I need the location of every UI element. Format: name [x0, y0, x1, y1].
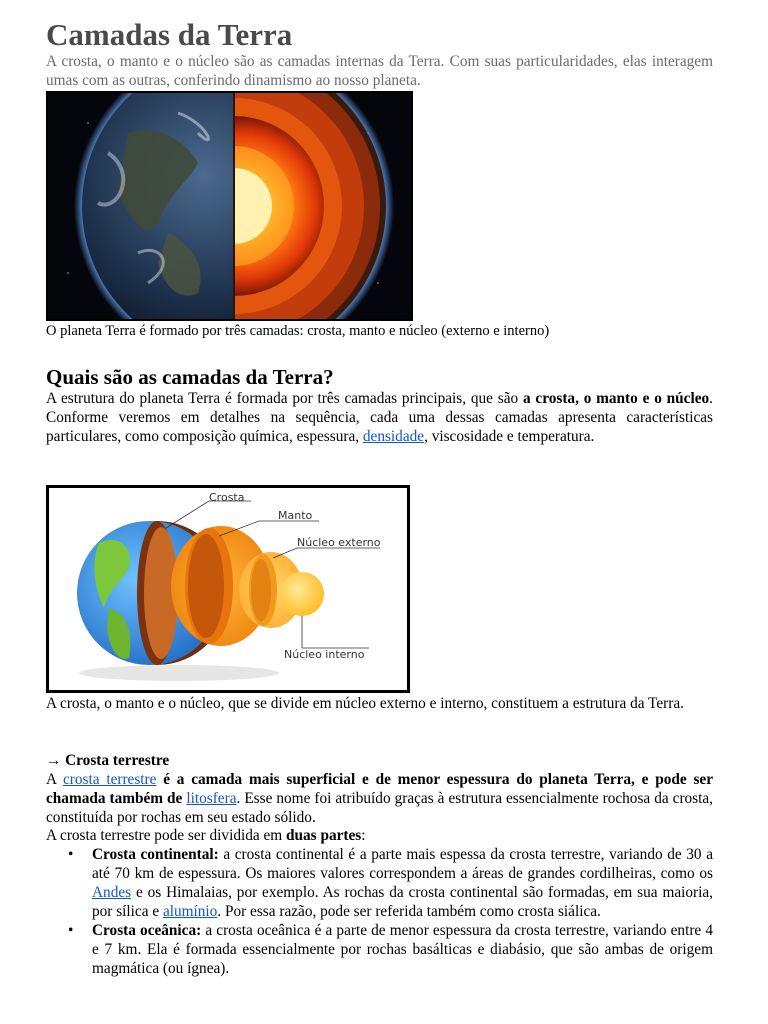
earth-layers-illustration: [49, 488, 407, 690]
earth-layers-diagram: [46, 485, 410, 693]
text-run: :: [361, 827, 366, 844]
bold-text: a crosta, o manto e o núcleo: [522, 390, 710, 407]
bold-text: é a camada mais superficial e de menor espessura do planeta Terra, e pode ser chamada também de: [46, 771, 714, 807]
label-manto: Manto: [278, 509, 313, 522]
densidade-link[interactable]: densidade: [362, 428, 425, 445]
text-run: a crosta oceânica é a parte de menor espessura da crosta terrestre, variando entre 4 e 7 km. Ela é formada essencialmente por rochas basálticas e diabásio, que são ambas de origem magmática (ou ígnea).: [92, 922, 713, 977]
litosfera-link[interactable]: litosfera: [186, 790, 237, 807]
crosta-bullet-list: [46, 845, 713, 978]
label-crosta: Crosta: [209, 491, 245, 504]
bold-text: Crosta oceânica:: [92, 922, 202, 939]
text-run: a crosta continental é a parte mais espessa da crosta terrestre, variando de 30 a até 70 km de espessura. Os maiores valores correspondem a áreas de grandes cordilheiras, como os: [92, 846, 713, 882]
section-paragraph: [46, 389, 713, 446]
page-title: Camadas da Terra: [46, 17, 293, 52]
intro-text: A crosta, o manto e o núcleo são as camadas internas da Terra. Com suas particularidades, elas interagem umas com as outras, conferindo dinamismo ao nosso planeta.: [46, 53, 713, 89]
list-item-continental: [46, 845, 713, 921]
crosta-terrestre-link[interactable]: crosta terrestre: [63, 771, 157, 788]
bullet-icon: •: [68, 922, 74, 939]
label-nucleo-externo: Núcleo externo: [297, 536, 381, 549]
bold-text: duas partes: [286, 827, 362, 844]
section-heading: Quais são as camadas da Terra?: [46, 365, 334, 389]
crosta-paragraph: [46, 770, 713, 827]
text-run: e os Himalaias, por exemplo. As rochas da crosta continental são formadas, em sua maioria, por sílica e: [92, 884, 713, 920]
earth-cutaway-image: [46, 91, 413, 321]
aluminio-link[interactable]: alumínio: [162, 903, 218, 920]
figure1-caption: O planeta Terra é formado por três camadas: crosta, manto e núcleo (externo e interno): [46, 323, 550, 339]
text-run: A: [46, 771, 63, 788]
text-run: . Esse nome foi atribuído graças à estrutura essencialmente rochosa da crosta, constituída por rochas em seu estado sólido.: [46, 790, 713, 826]
bullet-icon: •: [68, 846, 74, 863]
text-run: A crosta terrestre pode ser dividida em: [46, 827, 286, 844]
andes-link[interactable]: Andes: [92, 884, 132, 901]
label-nucleo-interno: Núcleo interno: [284, 648, 365, 661]
text-run: . Conforme veremos em detalhes na sequência, cada uma dessas camadas apresenta características particulares, como composição química, espessura,: [46, 390, 713, 445]
list-item-oceanica: [46, 921, 713, 978]
text-run: , viscosidade e temperatura.: [424, 428, 595, 445]
text-run: . Por essa razão, pode ser referida também como crosta siálica.: [217, 903, 601, 920]
figure2-caption: A crosta, o manto e o núcleo, que se divide em núcleo externo e interno, constituem a estrutura da Terra.: [46, 695, 684, 712]
earth-cutaway-illustration: [48, 93, 411, 319]
text-run: A estrutura do planeta Terra é formada por três camadas principais, que são: [46, 390, 523, 407]
crosta-heading: → Crosta terrestre: [46, 752, 170, 769]
bold-text: Crosta continental:: [92, 846, 219, 863]
crosta-divisions-paragraph: [46, 826, 713, 845]
